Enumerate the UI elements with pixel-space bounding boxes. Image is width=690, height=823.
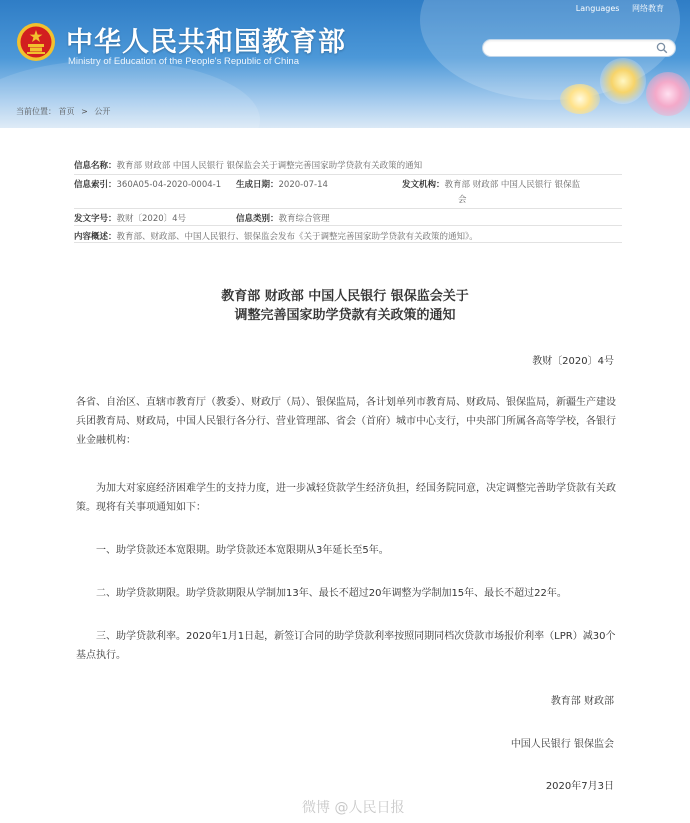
national-emblem-icon <box>16 22 56 62</box>
site-title-english: Ministry of Education of the People's Republic of China <box>68 56 299 67</box>
info-value: 教育部 财政部 中国人民银行 银保监 <box>444 180 581 190</box>
breadcrumb-prefix: 当前位置： <box>16 107 56 116</box>
info-value: 会 <box>458 195 467 205</box>
info-row-issuer <box>402 178 580 190</box>
item-paragraph: 一、助学贷款还本宽限期。助学贷款还本宽限期从3年延长至5年。 <box>96 545 389 556</box>
item-paragraph: 二、助学贷款期限。助学贷款期限从学制加13年、最长不超过20年调整为学制加15年、最长不超过22年。 <box>96 588 567 599</box>
info-value: 360A05-04-2020-0004-1 <box>116 180 222 190</box>
info-value: 教育部、财政部、中国人民银行、银保监会发布《关于调整完善国家助学贷款有关政策的通知》。 <box>116 232 478 242</box>
item-paragraph: 三、助学贷款利率。2020年1月1日起，新签订合同的助学贷款利率按照同期同档次贷款市场报价利率（LPR）减30个基点执行。 <box>76 631 616 661</box>
info-value: 教育部 财政部 中国人民银行 银保监会关于调整完善国家助学贷款有关政策的通知 <box>116 161 423 171</box>
divider <box>74 174 622 175</box>
signature-date: 2020年7月3日 <box>545 781 614 792</box>
info-row-summary <box>74 230 478 242</box>
info-row-date <box>236 178 328 190</box>
info-label: 内容概述： <box>74 232 117 242</box>
info-label: 信息类别： <box>236 214 279 224</box>
document-item-1 <box>76 541 618 560</box>
breadcrumb-current[interactable]: 公开 <box>94 107 111 116</box>
document-item-2 <box>76 584 618 603</box>
signature-line-2: 中国人民银行 银保监会 <box>510 739 614 750</box>
info-row-issuer-cont <box>458 193 467 205</box>
search-input[interactable] <box>482 39 676 57</box>
header-glow <box>0 60 260 128</box>
divider <box>74 225 622 226</box>
document-addressee <box>76 393 618 450</box>
info-row-name <box>74 159 422 171</box>
document-headline-line-2: 调整完善国家助学贷款有关政策的通知 <box>234 308 456 323</box>
breadcrumb-separator: > <box>81 107 88 116</box>
flower-decoration <box>600 58 646 104</box>
document-item-3 <box>76 627 618 665</box>
signature-line-1: 教育部 财政部 <box>550 696 614 707</box>
info-value: 2020-07-14 <box>278 180 328 190</box>
site-header <box>0 0 690 128</box>
weibo-watermark: 微博 @人民日报 <box>302 800 405 816</box>
info-label: 发文机构： <box>402 180 445 190</box>
breadcrumb-home-link[interactable]: 首页 <box>58 107 75 116</box>
info-row-index <box>74 178 221 190</box>
divider <box>74 208 622 209</box>
document-number: 教财〔2020〕4号 <box>532 356 614 367</box>
languages-link[interactable]: Languages <box>575 4 620 13</box>
document-intro <box>76 479 618 517</box>
addressee-paragraph: 各省、自治区、直辖市教育厅（教委）、财政厅（局）、银保监局，各计划单列市教育局、财政局、银保监局，新疆生产建设兵团教育局、财政局，中国人民银行各分行、营业管理部、省会（首府）城市中心支行，中央部门所属各高等学校，各银行业金融机构： <box>76 397 616 446</box>
flower-decoration <box>560 84 600 114</box>
info-row-docnum <box>74 212 186 224</box>
info-value: 教育综合管理 <box>278 214 330 224</box>
info-label: 发文字号： <box>74 214 117 224</box>
info-value: 教财〔2020〕4号 <box>116 214 187 224</box>
search-icon[interactable] <box>656 42 668 54</box>
intro-paragraph: 为加大对家庭经济困难学生的支持力度，进一步减轻贷款学生经济负担，经国务院同意，决定调整完善助学贷款有关政策。现将有关事项通知如下： <box>76 483 616 513</box>
breadcrumb <box>16 106 110 117</box>
info-label: 生成日期： <box>236 180 279 190</box>
divider <box>74 242 622 243</box>
info-label: 信息名称： <box>74 161 117 171</box>
document-headline-line-1: 教育部 财政部 中国人民银行 银保监会关于 <box>221 289 469 304</box>
site-title-chinese: 中华人民共和国教育部 <box>66 27 346 58</box>
online-education-link[interactable]: 网络教育 <box>632 4 664 13</box>
language-links <box>566 3 664 14</box>
info-row-category <box>236 212 330 224</box>
info-label: 信息索引： <box>74 180 117 190</box>
flower-decoration <box>646 72 690 116</box>
